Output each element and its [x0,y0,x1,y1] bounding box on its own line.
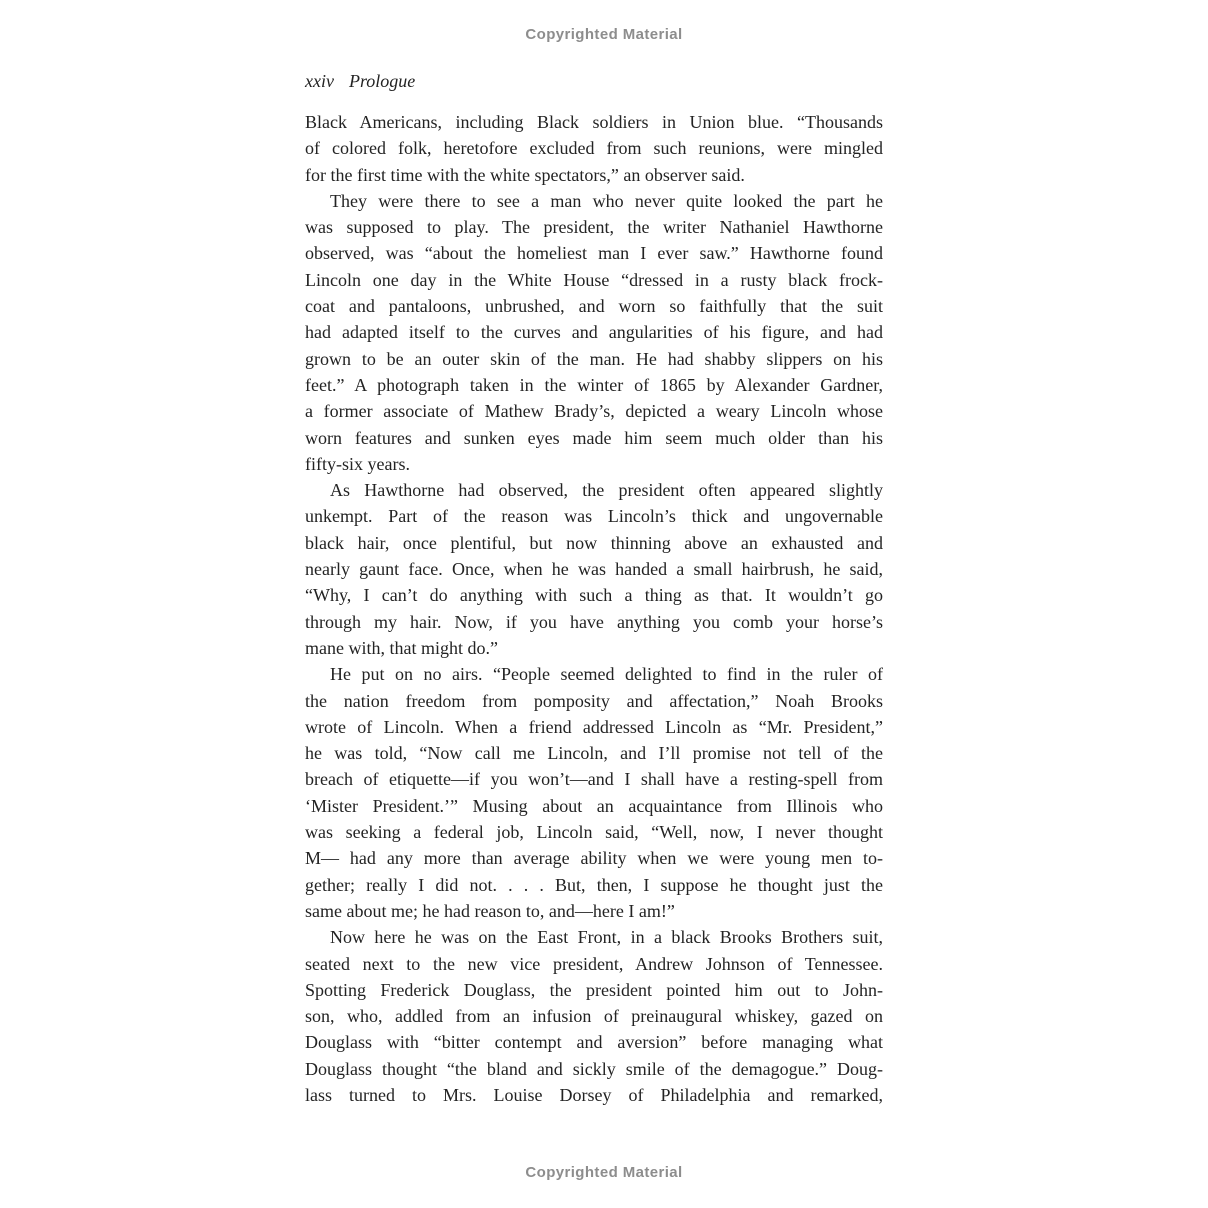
text-line: M— had any more than average ability when we were young men to- [305,848,883,869]
copyright-notice-top: Copyrighted Material [525,26,683,43]
paragraph [305,109,883,188]
paragraph [305,661,883,924]
text-line: coat and pantaloons, unbrushed, and worn so faithfully that the suit [305,296,883,317]
text-line: lass turned to Mrs. Louise Dorsey of Philadelphia and remarked, [305,1084,883,1105]
text-line: for the first time with the white spectators,” an observer said. [305,164,745,185]
text-line: mane with, that might do.” [305,637,498,658]
running-head [305,70,415,92]
copyright-notice-bottom: Copyrighted Material [525,1164,683,1181]
text-line: seated next to the new vice president, Andrew Johnson of Tennessee. [305,953,883,974]
text-line: They were there to see a man who never quite looked the part he [330,190,883,211]
text-line: son, who, addled from an infusion of preinaugural whiskey, gazed on [305,1006,883,1027]
page-number: xxiv [305,71,334,91]
text-line: gether; really I did not. . . . But, then, I suppose he thought just the [305,874,883,895]
section-title: Prologue [348,71,416,91]
body-text [305,109,883,1108]
paragraph [305,188,883,477]
text-line: grown to be an outer skin of the man. He had shabby slippers on his [305,348,883,369]
text-line: He put on no airs. “People seemed delighted to find in the ruler of [330,664,883,685]
text-line: through my hair. Now, if you have anything you comb your horse’s [305,611,883,632]
text-line: of colored folk, heretofore excluded from such reunions, were mingled [305,138,883,159]
paragraph [305,924,883,1108]
text-line: Spotting Frederick Douglass, the president pointed him out to John- [305,979,883,1000]
text-line: Douglass thought “the bland and sickly smile of the demagogue.” Doug- [305,1058,883,1079]
text-line: wrote of Lincoln. When a friend addressed Lincoln as “Mr. President,” [305,716,883,737]
text-line: a former associate of Mathew Brady’s, depicted a weary Lincoln whose [305,401,883,422]
text-line: Black Americans, including Black soldiers in Union blue. “Thousands [305,112,883,132]
text-line: As Hawthorne had observed, the president often appeared slightly [330,480,883,501]
text-line: Lincoln one day in the White House “dressed in a rusty black frock- [305,269,883,290]
text-line: fifty-six years. [305,453,410,474]
text-line: unkempt. Part of the reason was Lincoln’s thick and ungovernable [305,506,883,527]
text-line: ‘Mister President.’” Musing about an acquaintance from Illinois who [305,795,883,816]
text-line: was seeking a federal job, Lincoln said, “Well, now, I never thought [305,822,883,843]
text-line: worn features and sunken eyes made him seem much older than his [305,427,883,448]
text-line: observed, was “about the homeliest man I ever saw.” Hawthorne found [305,243,883,264]
text-line: Now here he was on the East Front, in a black Brooks Brothers suit, [330,927,883,948]
text-line: black hair, once plentiful, but now thinning above an exhausted and [305,532,883,553]
text-line: was supposed to play. The president, the writer Nathaniel Hawthorne [305,217,883,238]
text-line: breach of etiquette—if you won’t—and I shall have a resting-spell from [305,769,883,790]
paragraph [305,477,883,661]
text-line: nearly gaunt face. Once, when he was handed a small hairbrush, he said, [305,559,883,580]
text-line: “Why, I can’t do anything with such a thing as that. It wouldn’t go [305,585,883,606]
text-line: feet.” A photograph taken in the winter of 1865 by Alexander Gardner, [305,374,883,395]
text-line: Douglass with “bitter contempt and aversion” before managing what [305,1032,883,1053]
text-line: he was told, “Now call me Lincoln, and I’ll promise not tell of the [305,743,883,764]
text-line: same about me; he had reason to, and—here I am!” [305,900,675,921]
text-line: had adapted itself to the curves and angularities of his figure, and had [305,322,883,343]
text-line: the nation freedom from pomposity and affectation,” Noah Brooks [305,690,883,711]
